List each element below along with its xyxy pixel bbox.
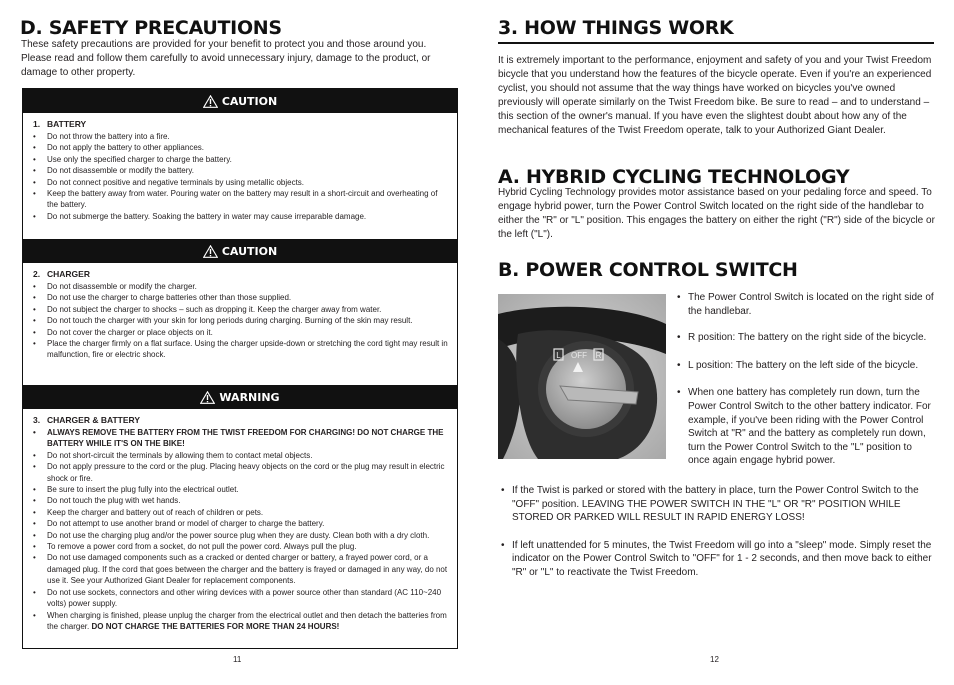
list-item: • Do not connect positive and negative terminals by using metallic objects. [33, 177, 449, 188]
list-item: • Do not touch the charger with your skin for long periods during charging. Burning of the skin may result. [33, 315, 449, 326]
warning-triangle-icon [203, 245, 218, 258]
list-item: • Do not attempt to use another brand or model of charger to charge the battery. [33, 518, 449, 529]
list-item: • Do not use damaged components such as a cracked or dented charger or battery, a frayed power cord, or a damaged plug. If the cord that goes between the charger and the battery is frayed or damaged in any way, do not use it. See your Authorized Giant Dealer for replacement components. [33, 552, 449, 586]
charger-battery-list [33, 427, 449, 632]
bold-notice: DO NOT CHARGE THE BATTERIES FOR MORE THAN 24 HOURS! [91, 621, 340, 631]
list-item: • Do not cover the charger or place objects on it. [33, 327, 449, 338]
section-title: 2. CHARGER [33, 269, 90, 279]
power-switch-list [677, 291, 935, 468]
list-item: • Do not touch the plug with wet hands. [33, 495, 449, 506]
list-item: • L position: The battery on the left side of the bicycle. [677, 359, 935, 373]
warning-label: WARNING [219, 390, 280, 404]
list-item: • Do not apply pressure to the cord or the plug. Placing heavy objects on the cord or the plug may result in electric shock or fire. [33, 461, 449, 484]
list-item: • Keep the battery away from water. Pouring water on the battery may result in a short-circuit and overheating of the battery. [33, 188, 449, 211]
caution-bar-charger [23, 239, 457, 263]
warning-bar [23, 385, 457, 409]
list-item: • Do not subject the charger to shocks – such as dropping it. Keep the charger away from water. [33, 304, 449, 315]
list-item: • The Power Control Switch is located on the right side of the handlebar. [677, 291, 935, 318]
parking-notes-list [501, 484, 935, 580]
list-item: • When charging is finished, please unplug the charger from the electrical outlet and then detach the batteries from the charger. DO NOT CHARGE THE BATTERIES FOR MORE THAN 24 HOURS! [33, 610, 449, 633]
page-number: 11 [233, 655, 242, 664]
list-item: • Do not disassemble or modify the charger. [33, 281, 449, 292]
list-item: • When one battery has completely run down, turn the Power Control Switch to the other battery indicator. For example, if you've been riding with the Power Control Switch at "R" and the battery as completely run down, turn the Power Control Switch to the "L" position to once again engage hybrid power. [677, 386, 935, 468]
hybrid-title: A. HYBRID CYCLING TECHNOLOGY [498, 166, 850, 188]
charger-battery-section [23, 409, 457, 638]
list-item: • To remove a power cord from a socket, do not pull the power cord. Always pull the plug. [33, 541, 449, 552]
how-things-work-text: It is extremely important to the performance, enjoyment and safety of you and your Twist Freedom bicycle that you understand how the features of the bicycle operate. Even if you're an experienced cyclist, you should not assume that the way things have worked on bicycles you've owned previously will operate similarly on the Twist Freedom bike. Be sure to read – and to understand – this section of the owner's manual. If you have even the slightest doubt about how any of the mechanical features of the Twist Freedom operate, talk to your Authorized Giant Dealer. [498, 55, 932, 136]
charger-list [33, 281, 449, 361]
list-item: • If the Twist is parked or stored with the battery in place, turn the Power Control Switch to the "OFF" position. LEAVING THE POWER SWITCH IN THE "L" OR "R" POSITION WHILE STORED OR PARKED WILL RESULT IN RAPID ENERGY LOSS! [501, 484, 935, 525]
list-item: • Do not throw the battery into a fire. [33, 131, 449, 142]
page-number: 12 [710, 655, 719, 664]
list-item: • Use only the specified charger to charge the battery. [33, 154, 449, 165]
power-switch-photo [498, 294, 666, 459]
safety-box [22, 88, 458, 649]
switch-l-label: L [556, 351, 561, 360]
warning-triangle-icon [200, 391, 215, 404]
list-item: • R position: The battery on the right side of the bicycle. [677, 331, 935, 345]
safety-intro: These safety precautions are provided for your benefit to protect you and those around you. Please read and follow them carefully to avoid unnecessary injury, damage to the product, or damage to other property. [21, 39, 431, 78]
list-item: • Do not submerge the battery. Soaking the battery in water may cause irreparable damage. [33, 211, 449, 222]
charger-section [23, 263, 457, 385]
list-item: • Do not short-circuit the terminals by allowing them to contact metal objects. [33, 450, 449, 461]
list-item: • Place the charger firmly on a flat surface. Using the charger upside-down or stretching the cord tight may result in malfunction, fire or electric shock. [33, 338, 449, 361]
caution-label: CAUTION [221, 94, 278, 108]
list-item: • Do not use sockets, connectors and other wiring devices with a power source other than standard (AC 110~240 volts) power supply. [33, 587, 449, 610]
list-item: • Be sure to insert the plug fully into the electrical outlet. [33, 484, 449, 495]
list-item: • Keep the charger and battery out of reach of children or pets. [33, 507, 449, 518]
list-item: • Do not disassemble or modify the battery. [33, 165, 449, 176]
right-page [477, 0, 954, 685]
section-title: 3. CHARGER & BATTERY [33, 415, 141, 425]
power-switch-title: B. POWER CONTROL SWITCH [498, 259, 798, 281]
title-rule [498, 42, 934, 44]
list-item: • Do not apply the battery to other appliances. [33, 142, 449, 153]
switch-r-label: R [595, 351, 602, 360]
list-item: • Do not use the charger to charge batteries other than those supplied. [33, 292, 449, 303]
safety-title: D. SAFETY PRECAUTIONS [20, 17, 282, 39]
warning-triangle-icon [203, 95, 218, 108]
list-item: • ALWAYS REMOVE THE BATTERY FROM THE TWIST FREEDOM FOR CHARGING! DO NOT CHARGE THE BATTERY WHILE IT'S ON THE BIKE! [33, 427, 449, 450]
switch-off-label: OFF [571, 351, 587, 360]
hybrid-text: Hybrid Cycling Technology provides motor assistance based on your pedaling force and speed. To engage hybrid power, turn the Power Control Switch located on the right side of the handlebar to either the "R" or "L" position. This engages the battery on either the right ("R") side of the bicycle or the left ("L"). [498, 187, 935, 240]
battery-list [33, 131, 449, 222]
list-item: • If left unattended for 5 minutes, the Twist Freedom will go into a "sleep" mode. Simply reset the indicator on the Power Control Switch to "OFF" for 1 - 2 seconds, and then move back to either "R" or "L" to reactivate the Twist Freedom. [501, 539, 935, 580]
caution-bar-battery [23, 89, 457, 113]
how-things-work-title: 3. HOW THINGS WORK [498, 17, 734, 39]
caution-label: CAUTION [221, 244, 278, 258]
battery-section [23, 113, 457, 239]
list-item: • Do not use the charging plug and/or the power source plug when they are dusty. Clean both with a dry cloth. [33, 530, 449, 541]
section-title: 1. BATTERY [33, 119, 87, 129]
